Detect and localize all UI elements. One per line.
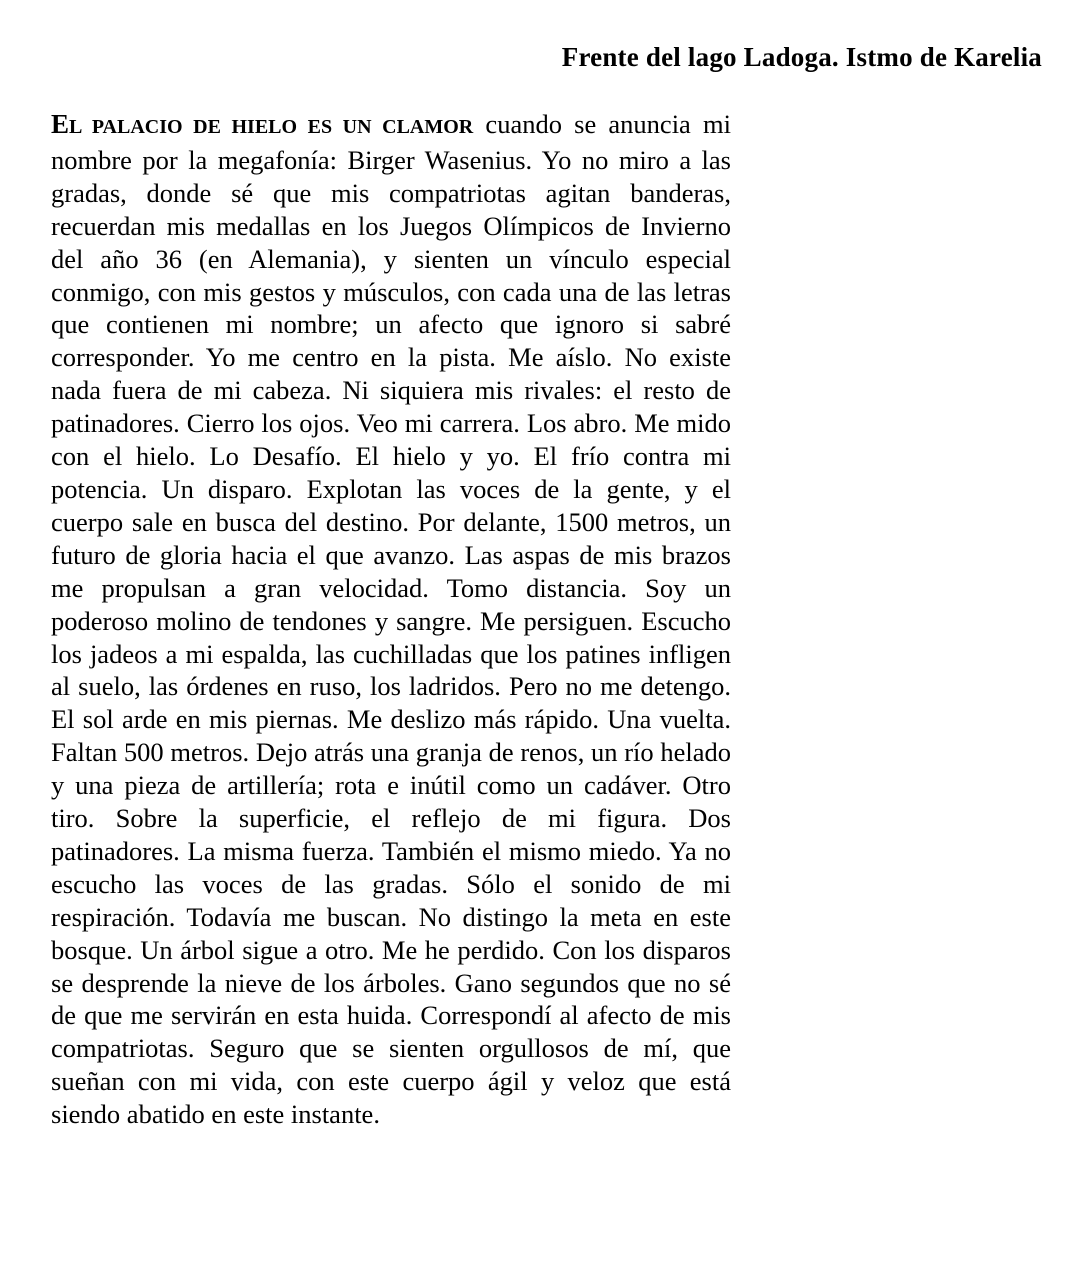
lead-smallcaps: L PALACIO DE HIELO ES UN CLAMOR xyxy=(69,116,474,138)
body-paragraph xyxy=(51,108,731,1131)
page-heading: Frente del lago Ladoga. Istmo de Karelia xyxy=(561,42,1042,72)
lead-initial: E xyxy=(51,109,70,139)
paragraph-text: cuando se anuncia mi nombre por la megafonía: Birger Wasenius. Yo no miro a las gradas, donde sé que mis compatriotas agitan banderas, recuerdan mis medallas en los Juegos Olímpicos de Invierno del año 36 (en Alemania), y sienten un vínculo especial conmigo, con mis gestos y músculos, con cada una de las letras que contienen mi nombre; un afecto que ignoro si sabré corresponder. Yo me centro en la pista. Me aíslo. No existe nada fuera de mi cabeza. Ni siquiera mis rivales: el resto de patinadores. Cierro los ojos. Veo mi carrera. Los abro. Me mido con el hielo. Lo Desafío. El hielo y yo. El frío contra mi potencia. Un disparo. Explotan las voces de la gente, y el cuerpo sale en busca del destino. Por delante, 1500 metros, un futuro de gloria hacia el que avanzo. Las aspas de mis brazos me propulsan a gran velocidad. Tomo distancia. Soy un poderoso molino de tendones y sangre. Me persiguen. Escucho los jadeos a mi espalda, las cuchilladas que los patines infligen al suelo, las órdenes en ruso, los ladridos. Pero no me detengo. El sol arde en mis piernas. Me deslizo más rápido. Una vuelta. Faltan 500 metros. Dejo atrás una granja de renos, un río helado y una pieza de artillería; rota e inútil como un cadáver. Otro tiro. Sobre la superficie, el reflejo de mi figura. Dos patinadores. La misma fuerza. También el mismo miedo. Ya no escucho las voces de las gradas. Sólo el sonido de mi respiración. Todavía me buscan. No distingo la meta en este bosque. Un árbol sigue a otro. Me he perdido. Con los disparos se desprende la nieve de los árboles. Gano segundos que no sé de que me servirán en esta huida. Correspondí al afecto de mis compatriotas. Seguro que se sienten orgullosos de mí, que sueñan con mi vida, con este cuerpo ágil y veloz que está siendo abatido en este instante. xyxy=(51,109,731,1130)
